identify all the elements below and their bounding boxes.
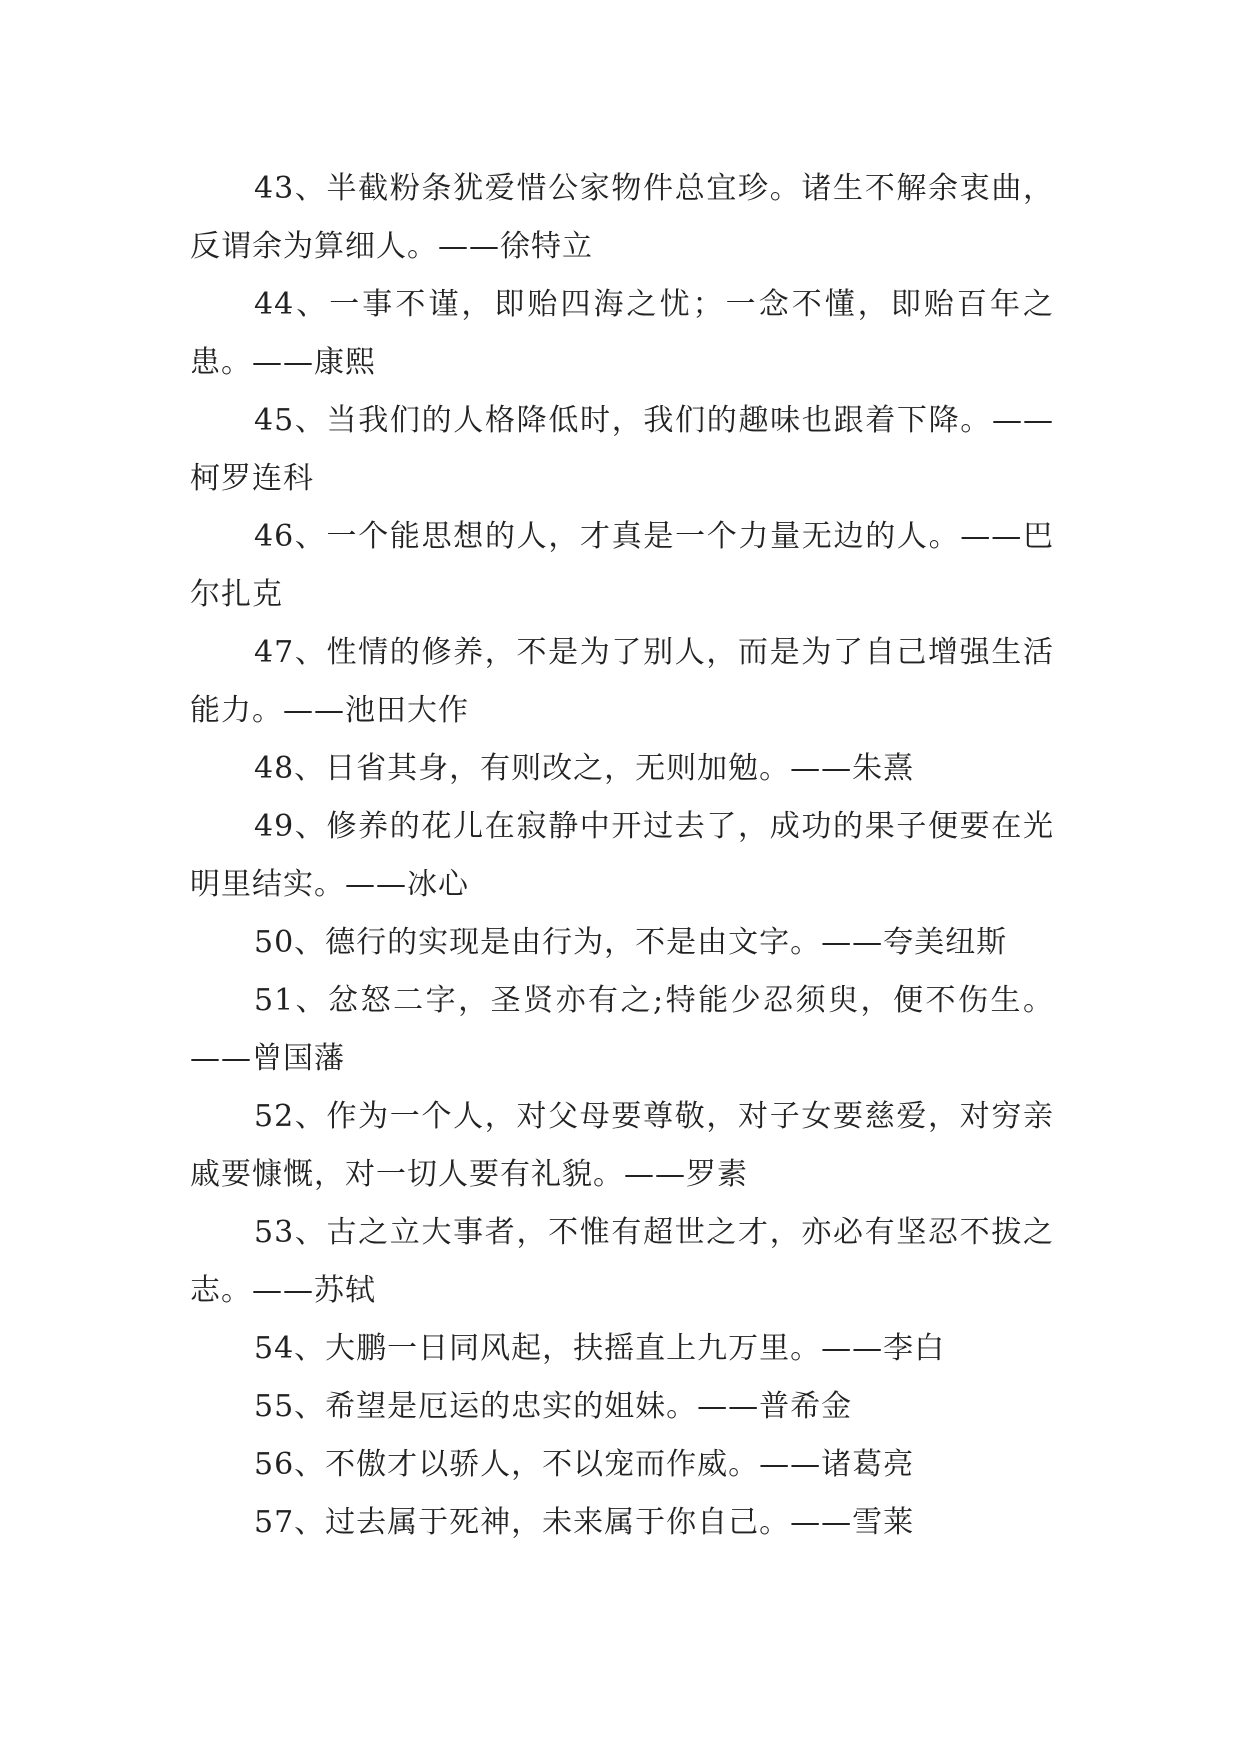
quote-54: 54、大鹏一日同风起，扶摇直上九万里。——李白 xyxy=(254,1331,946,1366)
quote-52: 52、作为一个人，对父母要尊敬，对子女要慈爱，对穷亲戚要慷慨，对一切人要有礼貌。——罗素 xyxy=(190,1099,1054,1192)
quote-56: 56、不傲才以骄人，不以宠而作威。——诸葛亮 xyxy=(254,1447,915,1482)
quote-43: 43、半截粉条犹爱惜公家物件总宜珍。诸生不解余衷曲，反谓余为算细人。——徐特立 xyxy=(190,171,1054,264)
quote-44: 44、一事不谨，即贻四海之忧；一念不懂，即贻百年之患。——康熙 xyxy=(190,287,1054,380)
quote-55: 55、希望是厄运的忠实的姐妹。——普希金 xyxy=(254,1389,853,1424)
quote-53: 53、古之立大事者，不惟有超世之才，亦必有坚忍不拔之志。——苏轼 xyxy=(190,1215,1054,1308)
quote-48: 48、日省其身，有则改之，无则加勉。——朱熹 xyxy=(254,751,915,786)
quote-47: 47、性情的修养，不是为了别人，而是为了自己增强生活能力。——池田大作 xyxy=(190,635,1054,728)
quote-51: 51、忿怒二字，圣贤亦有之;特能少忍须臾，便不伤生。——曾国藩 xyxy=(190,983,1054,1076)
quote-49: 49、修养的花儿在寂静中开过去了，成功的果子便要在光明里结实。——冰心 xyxy=(190,809,1054,902)
quote-46: 46、一个能思想的人，才真是一个力量无边的人。——巴尔扎克 xyxy=(190,519,1054,612)
quote-45: 45、当我们的人格降低时，我们的趣味也跟着下降。——柯罗连科 xyxy=(190,403,1054,496)
quote-57: 57、过去属于死神，未来属于你自己。——雪莱 xyxy=(254,1505,915,1540)
quote-list xyxy=(190,160,1054,1552)
quote-50: 50、德行的实现是由行为，不是由文字。——夸美纽斯 xyxy=(254,925,1008,960)
